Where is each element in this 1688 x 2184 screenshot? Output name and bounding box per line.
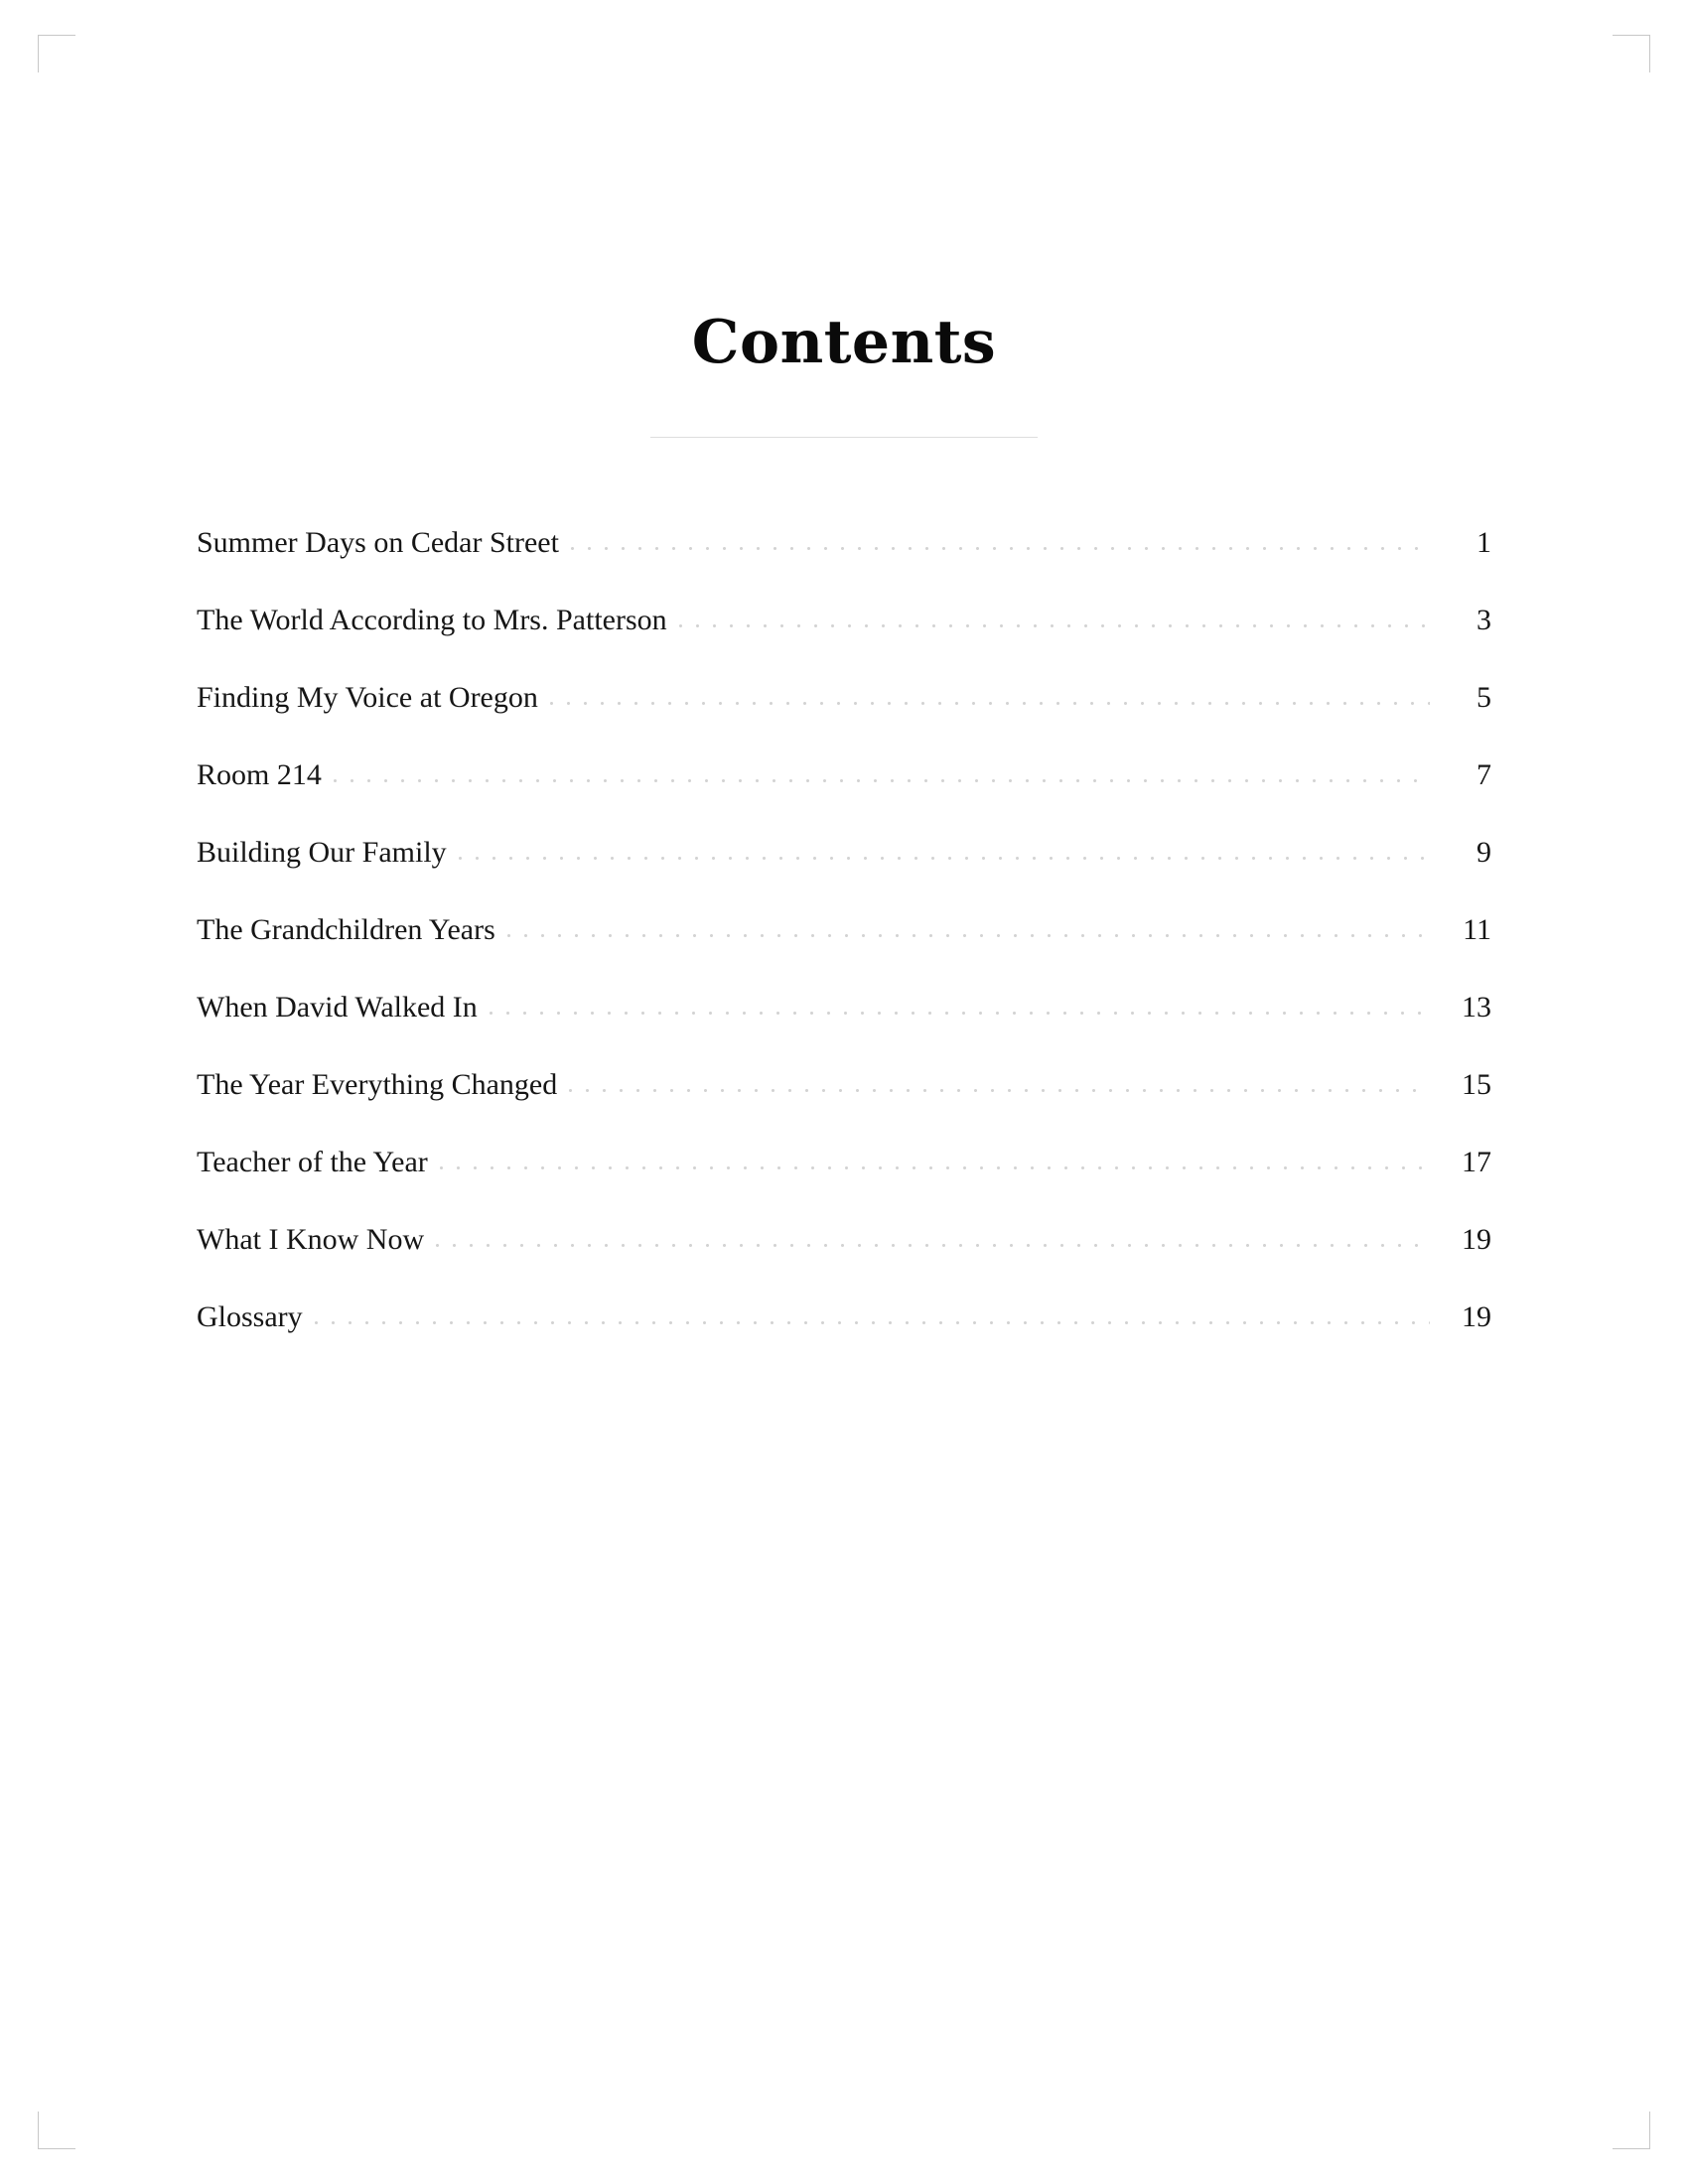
toc-entry[interactable]	[197, 1067, 1491, 1145]
toc-entry-page-number: 17	[1462, 1146, 1491, 1178]
toc-entry-page-number: 9	[1477, 836, 1491, 869]
toc-entry[interactable]	[197, 1222, 1491, 1299]
toc-dot-leader	[315, 1310, 1430, 1326]
toc-entry[interactable]	[197, 603, 1491, 680]
toc-dot-leader	[459, 846, 1430, 862]
toc-entry-title: What I Know Now	[197, 1223, 425, 1256]
toc-entry-title: Teacher of the Year	[197, 1146, 428, 1178]
toc-entry[interactable]	[197, 835, 1491, 912]
toc-list	[197, 525, 1491, 1377]
toc-entry-page-number: 11	[1463, 913, 1491, 946]
toc-entry-title: Finding My Voice at Oregon	[197, 681, 538, 714]
toc-entry-title: The World According to Mrs. Patterson	[197, 604, 667, 636]
toc-dot-leader	[334, 768, 1430, 784]
title-divider	[650, 437, 1038, 438]
toc-entry-page-number: 15	[1462, 1068, 1491, 1101]
toc-dot-leader	[436, 1233, 1430, 1249]
page-title: Contents	[691, 308, 997, 377]
toc-dot-leader	[440, 1156, 1430, 1171]
toc-entry-title: Summer Days on Cedar Street	[197, 526, 559, 559]
crop-mark-top-right-icon	[1613, 35, 1650, 72]
toc-dot-leader	[550, 691, 1430, 707]
toc-entry-title: Building Our Family	[197, 836, 447, 869]
toc-entry-page-number: 1	[1477, 526, 1491, 559]
toc-dot-leader	[679, 614, 1430, 629]
toc-entry-title: The Grandchildren Years	[197, 913, 495, 946]
toc-entry[interactable]	[197, 1299, 1491, 1377]
toc-entry-page-number: 5	[1477, 681, 1491, 714]
toc-entry-title: When David Walked In	[197, 991, 478, 1024]
toc-entry-page-number: 7	[1477, 758, 1491, 791]
toc-dot-leader	[507, 923, 1430, 939]
toc-entry[interactable]	[197, 990, 1491, 1067]
toc-dot-leader	[571, 536, 1430, 552]
toc-dot-leader	[490, 1001, 1430, 1017]
toc-entry-page-number: 13	[1462, 991, 1491, 1024]
toc-dot-leader	[569, 1078, 1430, 1094]
crop-mark-bottom-right-icon	[1613, 2112, 1650, 2149]
toc-entry[interactable]	[197, 757, 1491, 835]
toc-entry[interactable]	[197, 1145, 1491, 1222]
toc-entry-page-number: 19	[1462, 1300, 1491, 1333]
toc-entry-page-number: 3	[1477, 604, 1491, 636]
toc-entry[interactable]	[197, 680, 1491, 757]
toc-entry-page-number: 19	[1462, 1223, 1491, 1256]
crop-mark-top-left-icon	[38, 35, 75, 72]
toc-entry-title: The Year Everything Changed	[197, 1068, 558, 1101]
crop-mark-bottom-left-icon	[38, 2112, 75, 2149]
toc-entry-title: Room 214	[197, 758, 322, 791]
toc-entry[interactable]	[197, 912, 1491, 990]
toc-entry[interactable]	[197, 525, 1491, 603]
toc-entry-title: Glossary	[197, 1300, 303, 1333]
toc-content	[197, 288, 1491, 1377]
